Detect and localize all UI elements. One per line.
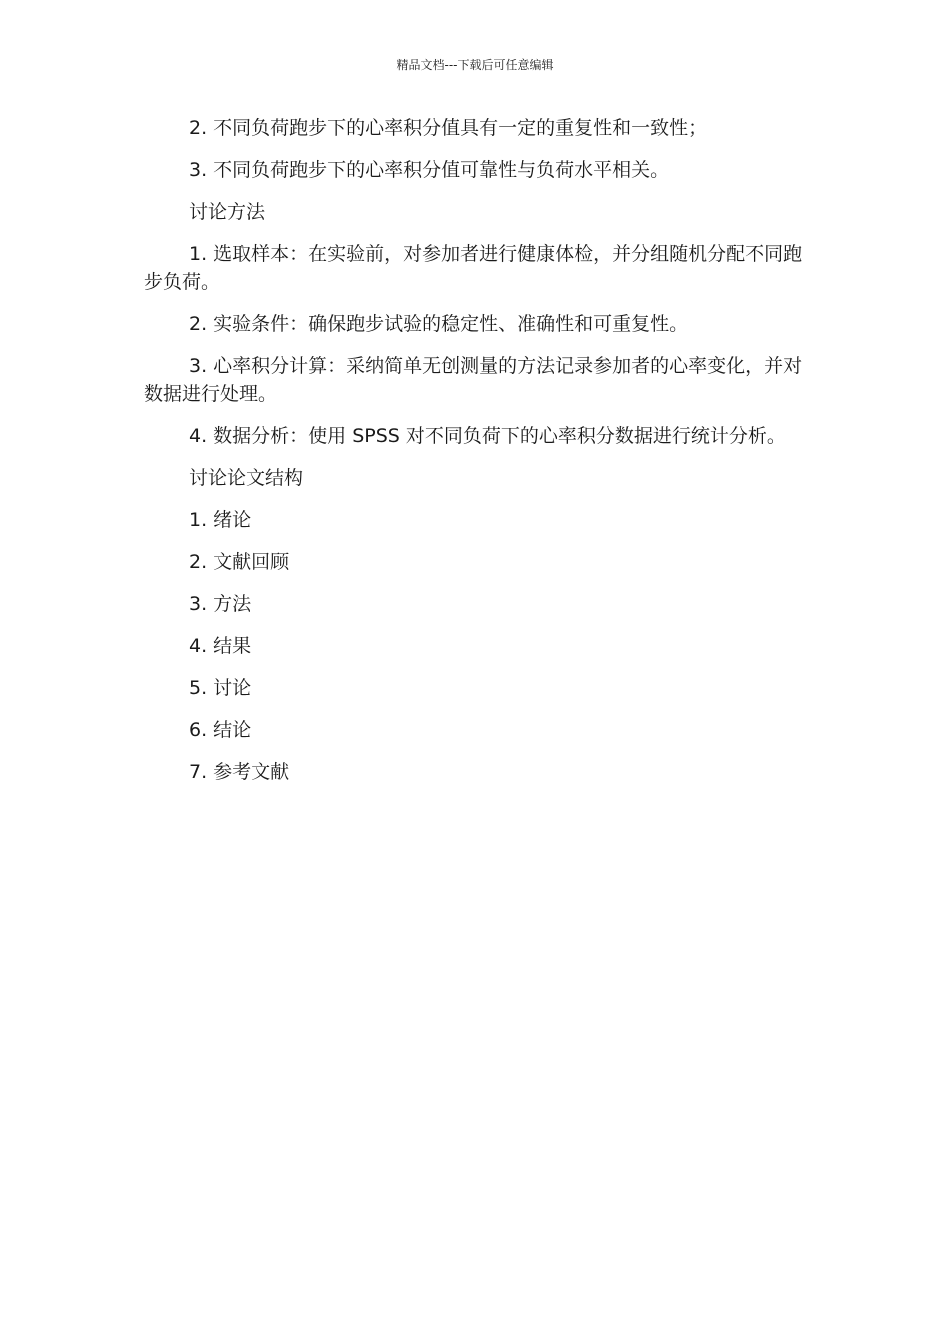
- paragraph-method-2: 2. 实验条件：确保跑步试验的稳定性、准确性和可重复性。: [189, 313, 689, 335]
- structure-item: 1. 绪论: [189, 509, 252, 531]
- paragraph-result-2: 2. 不同负荷跑步下的心率积分值具有一定的重复性和一致性；: [189, 117, 708, 139]
- structure-item: 7. 参考文献: [189, 761, 290, 783]
- section-heading-structure: 讨论论文结构: [189, 467, 304, 489]
- paragraph-result-3: 3. 不同负荷跑步下的心率积分值可靠性与负荷水平相关。: [189, 159, 670, 181]
- structure-item: 5. 讨论: [189, 677, 252, 699]
- structure-item: 2. 文献回顾: [189, 551, 290, 573]
- structure-item: 3. 方法: [189, 593, 252, 615]
- paragraph-method-3: 3. 心率积分计算：采纳简单无创测量的方法记录参加者的心率变化，并对数据进行处理。: [144, 355, 803, 405]
- structure-item: 6. 结论: [189, 719, 252, 741]
- page-header: 精品文档---下载后可任意编辑: [396, 58, 554, 72]
- structure-item: 4. 结果: [189, 635, 252, 657]
- document-body: [144, 114, 808, 800]
- section-heading-methods: 讨论方法: [189, 201, 266, 223]
- paragraph-method-1: 1. 选取样本：在实验前，对参加者进行健康体检，并分组随机分配不同跑步负荷。: [144, 243, 803, 293]
- paragraph-method-4: 4. 数据分析：使用 SPSS 对不同负荷下的心率积分数据进行统计分析。: [189, 425, 786, 447]
